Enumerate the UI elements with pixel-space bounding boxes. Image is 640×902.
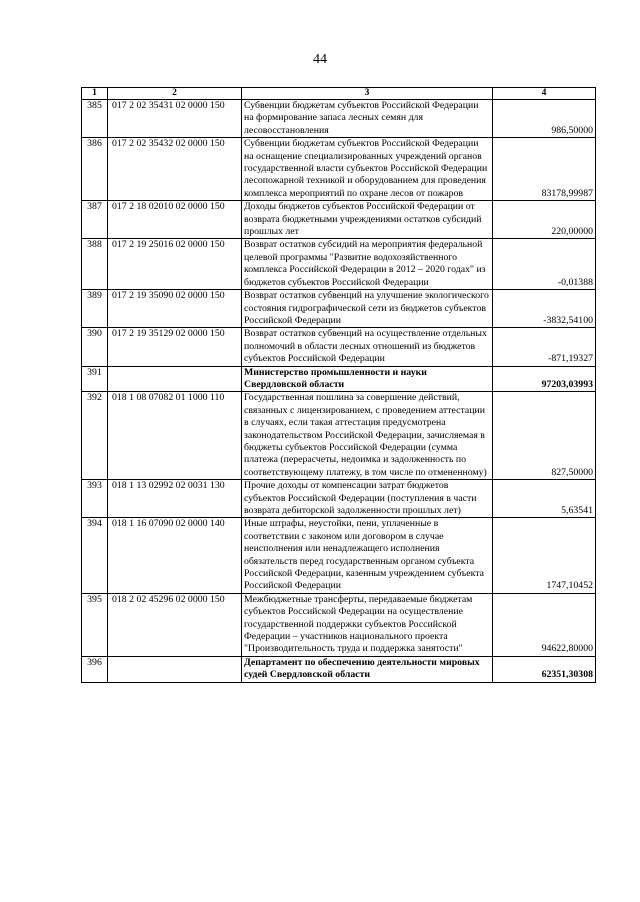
table-header-row [82,88,596,100]
row-number: 394 [82,518,108,593]
table-row [82,201,596,239]
table-row [82,518,596,593]
budget-code [108,656,242,682]
budget-code: 017 2 18 02010 02 0000 150 [108,201,242,239]
revenue-description: Возврат остатков субсидий на мероприятия федеральной целевой программы "Развитие водохозяйственного комплекса Российской Федерации в 2012 – 2020 годах" из бюджетов субъектов Российской Федерации [242,239,493,290]
row-number: 396 [82,656,108,682]
revenue-description: Доходы бюджетов субъектов Российской Федерации от возврата бюджетными учреждениями остатков субсидий прошлых лет [242,201,493,239]
amount: 1747,10452 [493,518,596,593]
section-title: Министерство промышленности и науки Свердловской области [242,366,493,392]
section-title: Департамент по обеспечению деятельности мировых судей Свердловской области [242,656,493,682]
budget-code: 017 2 19 35129 02 0000 150 [108,328,242,366]
column-header-3: 3 [242,88,493,100]
budget-code [108,366,242,392]
row-number: 385 [82,100,108,138]
amount: -871,19327 [493,328,596,366]
row-number: 390 [82,328,108,366]
budget-code: 018 1 08 07082 01 1000 110 [108,392,242,480]
row-number: 395 [82,593,108,656]
amount: 220,00000 [493,201,596,239]
revenue-description: Прочие доходы от компенсации затрат бюджетов субъектов Российской Федерации (поступления в части возврата дебиторской задолженности прошлых лет) [242,480,493,518]
table-row [82,290,596,328]
section-total: 97203,03993 [493,366,596,392]
column-header-2: 2 [108,88,242,100]
budget-code: 017 2 02 35431 02 0000 150 [108,100,242,138]
row-number: 393 [82,480,108,518]
revenue-description: Государственная пошлина за совершение действий, связанных с лицензированием, с проведением аттестации в случаях, если такая аттестация предусмотрена законодательством Российской Федерации, зачисляемая в бюджеты субъектов Российской Федерации (сумма платежа (перерасчеты, недоимка и задолженность по соответствующему платежу, в том числе по отмененному) [242,392,493,480]
table-row [82,392,596,480]
amount: 94622,80000 [493,593,596,656]
page-number: 44 [313,52,327,67]
revenue-description: Иные штрафы, неустойки, пени, уплаченные в соответствии с законом или договором в случае неисполнения или ненадлежащего исполнения обязательств перед государственным органом субъекта Российской Федерации, казенным учреждением субъекта Российской Федерации [242,518,493,593]
row-number: 392 [82,392,108,480]
revenue-description: Возврат остатков субвенций на улучшение экологического состояния гидрографической сети из бюджетов субъектов Российской Федерации [242,290,493,328]
amount: -3832,54100 [493,290,596,328]
row-number: 386 [82,138,108,201]
table-row [82,100,596,138]
column-header-4: 4 [493,88,596,100]
revenue-description: Субвенции бюджетам субъектов Российской Федерации на оснащение специализированных учреждений органов государственной власти субъектов Российской Федерации лесопожарной техникой и оборудованием для проведения комплекса мероприятий по охране лесов от пожаров [242,138,493,201]
table-row [82,593,596,656]
budget-code: 018 1 13 02992 02 0031 130 [108,480,242,518]
budget-code: 018 1 16 07090 02 0000 140 [108,518,242,593]
amount: 827,50000 [493,392,596,480]
table-body [82,100,596,683]
amount: 986,50000 [493,100,596,138]
amount: -0,01388 [493,239,596,290]
table-row [82,138,596,201]
section-total: 62351,30308 [493,656,596,682]
table-row [82,328,596,366]
amount: 5,63541 [493,480,596,518]
table-row-section [82,656,596,682]
budget-code: 017 2 19 25016 02 0000 150 [108,239,242,290]
amount: 83178,99987 [493,138,596,201]
revenue-description: Межбюджетные трансферты, передаваемые бюджетам субъектов Российской Федерации на осуществление государственной поддержки субъектов Российской Федерации – участников национального проекта "Производительность труда и поддержка занятости" [242,593,493,656]
table-row [82,480,596,518]
row-number: 389 [82,290,108,328]
budget-code: 018 2 02 45296 02 0000 150 [108,593,242,656]
row-number: 391 [82,366,108,392]
column-header-1: 1 [82,88,108,100]
table-row [82,239,596,290]
budget-code: 017 2 19 35090 02 0000 150 [108,290,242,328]
row-number: 387 [82,201,108,239]
revenue-description: Субвенции бюджетам субъектов Российской Федерации на формирование запаса лесных семян для лесовосстановления [242,100,493,138]
revenue-table [81,87,596,683]
budget-code: 017 2 02 35432 02 0000 150 [108,138,242,201]
table-row-section [82,366,596,392]
row-number: 388 [82,239,108,290]
revenue-description: Возврат остатков субвенций на осуществление отдельных полномочий в области лесных отношений из бюджетов субъектов Российской Федерации [242,328,493,366]
